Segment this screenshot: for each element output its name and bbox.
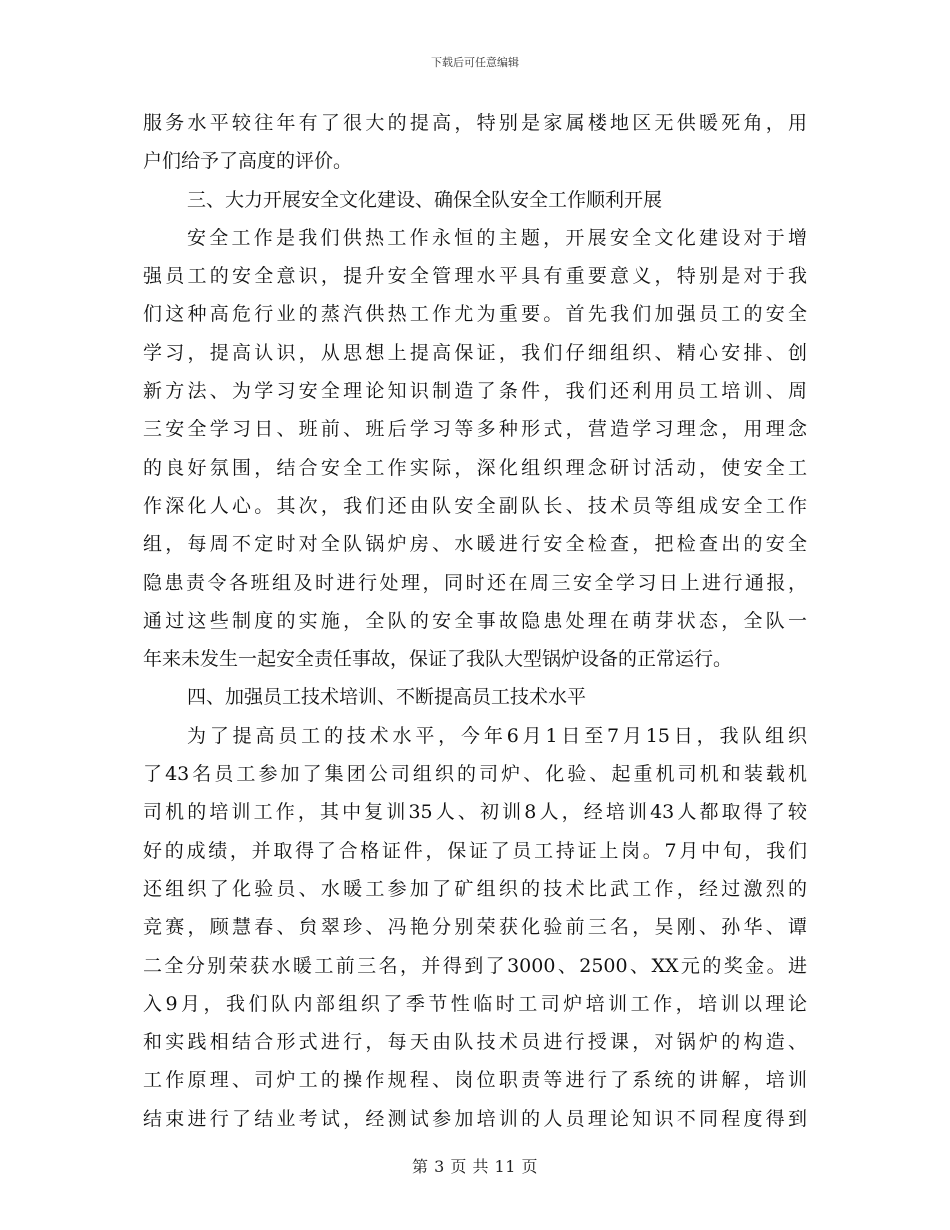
text-line: 入9月，我们队内部组织了季节性临时工司炉培训工作，培训以理论 bbox=[143, 992, 807, 1015]
page-header: 下载后可任意编辑 bbox=[431, 56, 519, 69]
text-line: 竞赛，顾慧春、贠翠珍、冯艳分别荣获化验前三名，吴刚、孙华、谭 bbox=[143, 916, 807, 939]
text-line: 结束进行了结业考试，经测试参加培训的人员理论知识不同程度得到 bbox=[143, 1107, 807, 1130]
page-number: 第 3 页 共 11 页 bbox=[412, 1157, 538, 1176]
text-line: 新方法、为学习安全理论知识制造了条件，我们还利用员工培训、周 bbox=[143, 380, 807, 403]
text-line: 二全分别荣获水暖工前三名，并得到了3000、2500、XX元的奖金。进 bbox=[143, 954, 807, 977]
document-body bbox=[143, 104, 807, 1138]
text-line: 服务水平较往年有了很大的提高，特别是家属楼地区无供暖死角，用 bbox=[143, 112, 807, 134]
text-line: 工作原理、司炉工的操作规程、岗位职责等进行了系统的讲解，培训 bbox=[143, 1069, 807, 1092]
text-line: 户们给予了高度的评价。 bbox=[143, 150, 353, 173]
text-line: 隐患责令各班组及时进行处理，同时还在周三安全学习日上进行通报， bbox=[143, 571, 807, 594]
text-line: 了43名员工参加了集团公司组织的司炉、化验、起重机司机和装载机 bbox=[143, 763, 807, 786]
text-line: 司机的培训工作，其中复训35人、初训8人，经培训43人都取得了较 bbox=[143, 801, 807, 824]
text-line: 通过这些制度的实施，全队的安全事故隐患处理在萌芽状态，全队一 bbox=[143, 609, 807, 632]
text-line: 们这种高危行业的蒸汽供热工作尤为重要。首先我们加强员工的安全 bbox=[143, 303, 807, 326]
text-line: 安全工作是我们供热工作永恒的主题，开展安全文化建设对于增 bbox=[187, 226, 807, 249]
text-line: 作深化人心。其次，我们还由队安全副队长、技术员等组成安全工作 bbox=[143, 494, 807, 517]
text-line: 为了提高员工的技术水平，今年6月1日至7月15日，我队组织 bbox=[187, 724, 807, 747]
text-line: 年来未发生一起安全责任事故，保证了我队大型锅炉设备的正常运行。 bbox=[143, 648, 733, 671]
text-line: 学习，提高认识，从思想上提高保证，我们仔细组织、精心安排、创 bbox=[143, 341, 807, 364]
text-line: 三、大力开展安全文化建设、确保全队安全工作顺利开展 bbox=[187, 188, 663, 211]
text-line: 的良好氛围，结合安全工作实际，深化组织理念研讨活动，使安全工 bbox=[143, 456, 807, 479]
text-line: 和实践相结合形式进行，每天由队技术员进行授课，对锅炉的构造、 bbox=[143, 1031, 807, 1054]
text-line: 组，每周不定时对全队锅炉房、水暖进行安全检查，把检查出的安全 bbox=[143, 533, 807, 556]
text-line: 四、加强员工技术培训、不断提高员工技术水平 bbox=[187, 686, 587, 709]
text-line: 好的成绩，并取得了合格证件，保证了员工持证上岗。7月中旬，我们 bbox=[143, 839, 807, 862]
text-line: 强员工的安全意识，提升安全管理水平具有重要意义，特别是对于我 bbox=[143, 265, 807, 288]
text-line: 还组织了化验员、水暖工参加了矿组织的技术比武工作，经过激烈的 bbox=[143, 877, 807, 900]
text-line: 三安全学习日、班前、班后学习等多种形式，营造学习理念，用理念 bbox=[143, 418, 807, 441]
